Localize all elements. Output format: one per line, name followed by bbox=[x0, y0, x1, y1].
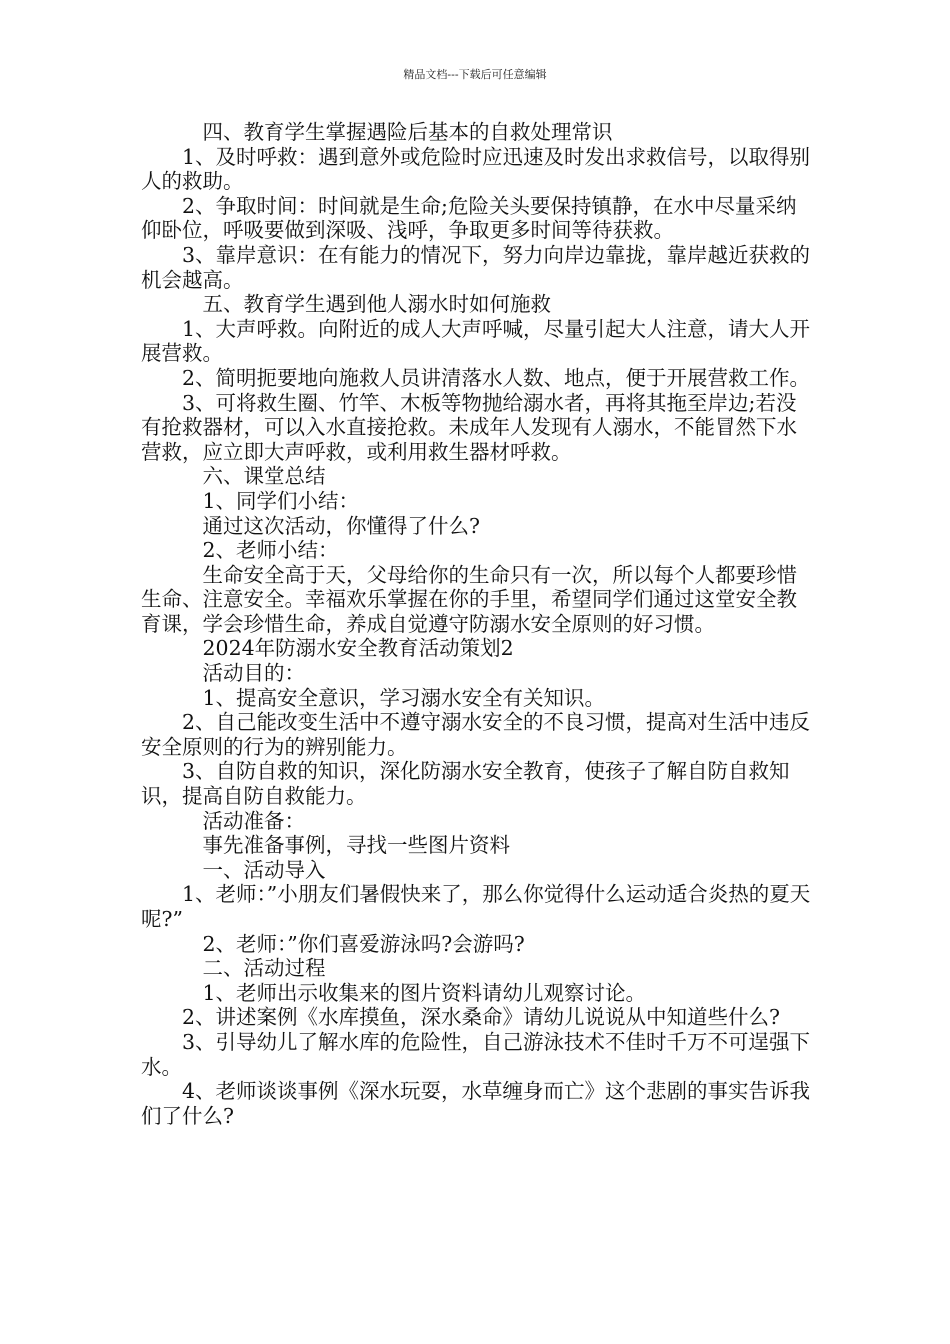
paragraph: 3、自防自救的知识，深化防溺水安全教育，使孩子了解自防自救知识，提高自防自救能力。 bbox=[141, 759, 790, 809]
paragraph: 1、大声呼救。向附近的成人大声呼喊，尽量引起大人注意，请大人开展营救。 bbox=[141, 316, 811, 366]
section-heading: 二、活动过程 bbox=[202, 956, 326, 981]
paragraph: 4、老师谈谈事例《深水玩耍，水草缠身而亡》这个悲剧的事实告诉我们了什么? bbox=[141, 1079, 811, 1128]
paragraph: 1、老师出示收集来的图片资料请幼儿观察讨论。 bbox=[202, 980, 647, 1005]
paragraph: 1、及时呼救：遇到意外或危险时应迅速及时发出求救信号，以取得别人的救助。 bbox=[141, 144, 811, 194]
document-body bbox=[141, 120, 811, 1128]
paragraph: 生命安全高于天，父母给你的生命只有一次，所以每个人都要珍惜生命、注意安全。幸福欢乐掌握在你的手里，希望同学们通过这堂安全教育课，学会珍惜生命，养成自觉遵守防溺水安全原则的好习惯。 bbox=[141, 562, 797, 636]
paragraph: 2、简明扼要地向施救人员讲清落水人数、地点，便于开展营救工作。 bbox=[182, 365, 811, 390]
paragraph: 1、提高安全意识，学习溺水安全有关知识。 bbox=[202, 685, 606, 710]
paragraph: 通过这次活动，你懂得了什么? bbox=[202, 513, 480, 538]
paragraph: 事先准备事例，寻找一些图片资料 bbox=[202, 833, 510, 858]
paragraph: 2、自己能改变生活中不遵守溺水安全的不良习惯，提高对生活中违反安全原则的行为的辨别能力。 bbox=[141, 710, 811, 759]
paragraph: 2、讲述案例《水库摸鱼，深水桑命》请幼儿说说从中知道些什么? bbox=[182, 1005, 781, 1030]
paragraph: 活动目的： bbox=[202, 661, 305, 686]
section-heading: 一、活动导入 bbox=[202, 857, 326, 882]
section-heading: 四、教育学生掌握遇险后基本的自救处理常识 bbox=[202, 120, 613, 144]
paragraph: 2、老师：”你们喜爱游泳吗?会游吗? bbox=[202, 931, 525, 956]
paragraph: 2024年防溺水安全教育活动策划2 bbox=[202, 636, 514, 661]
paragraph: 2、争取时间：时间就是生命;危险关头要保持镇静，在水中尽量采纳仰卧位，呼吸要做到深吸、浅呼，争取更多时间等待获救。 bbox=[141, 193, 797, 243]
page-header: 精品文档---下载后可任意编辑 bbox=[403, 68, 547, 81]
paragraph: 2、老师小结： bbox=[202, 538, 339, 563]
paragraph: 1、老师：”小朋友们暑假快来了，那么你觉得什么运动适合炎热的夏天呢?” bbox=[141, 882, 811, 931]
paragraph: 活动准备： bbox=[202, 808, 305, 833]
paragraph: 1、同学们小结： bbox=[202, 488, 360, 513]
paragraph: 3、引导幼儿了解水库的危险性，自己游泳技术不佳时千万不可逞强下水。 bbox=[141, 1029, 811, 1079]
paragraph: 3、靠岸意识：在有能力的情况下，努力向岸边靠拢，靠岸越近获救的机会越高。 bbox=[141, 242, 811, 292]
paragraph: 3、可将救生圈、竹竿、木板等物抛给溺水者，再将其拖至岸边;若没有抢救器材，可以入水直接抢救。未成年人发现有人溺水，不能冒然下水营救，应立即大声呼救，或利用救生器材呼救。 bbox=[141, 390, 797, 464]
section-heading: 五、教育学生遇到他人溺水时如何施救 bbox=[202, 292, 551, 317]
section-heading: 六、课堂总结 bbox=[202, 464, 326, 489]
